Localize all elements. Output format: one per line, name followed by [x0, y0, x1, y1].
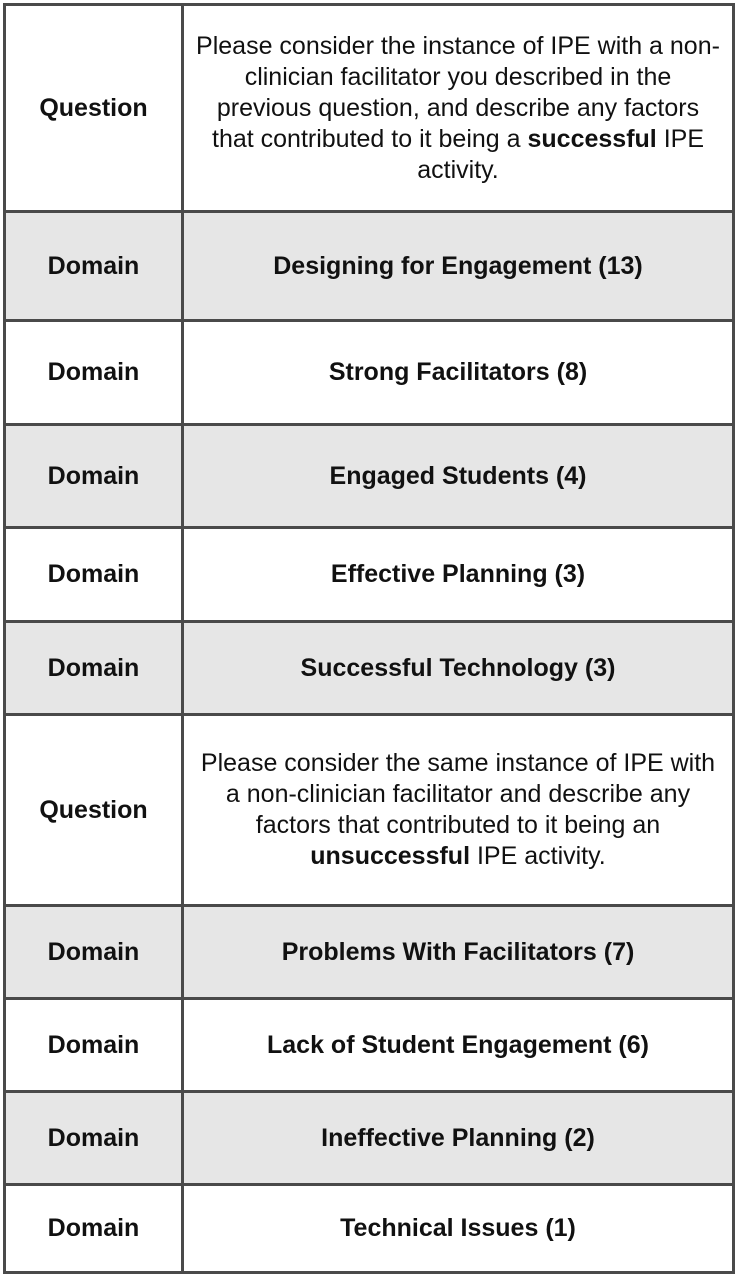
domain-value: Technical Issues (1): [340, 1214, 576, 1242]
row-label: Domain: [6, 623, 184, 713]
table-row: [6, 6, 732, 213]
domain-value: Ineffective Planning (2): [321, 1123, 595, 1152]
question-text-post: IPE activity.: [476, 842, 606, 870]
domain-value: Strong Facilitators (8): [328, 358, 588, 386]
domain-value: Successful Technology (3): [300, 653, 616, 682]
domain-value: Problems With Facilitators (7): [281, 937, 635, 966]
domain-value: Designing for Engagement (13): [273, 251, 643, 280]
question-text-post: IPE activity.: [417, 124, 704, 184]
row-label: Domain: [6, 907, 184, 997]
table-row: [6, 1093, 732, 1186]
row-label: Question: [6, 6, 184, 210]
question-text-pre: Please consider the same instance of IPE with a non-clinician facilitator and describe any factors that contributed to it being an: [200, 749, 716, 839]
row-label: Domain: [6, 1186, 184, 1271]
row-label: Domain: [6, 322, 184, 423]
row-label: Question: [6, 716, 184, 904]
row-label: Domain: [6, 213, 184, 319]
table-row: [6, 322, 732, 426]
row-label: Domain: [6, 529, 184, 620]
question-text-pre: Please consider the instance of IPE with a non-clinician facilitator you described in the previous question, and describe any factors that contributed to it being a: [196, 31, 720, 153]
domain-value: Engaged Students (4): [329, 461, 587, 490]
question-text: [184, 716, 732, 904]
table-row: [6, 907, 732, 1000]
themes-table: [3, 3, 735, 1274]
row-label: Domain: [6, 426, 184, 526]
table-row: [6, 529, 732, 623]
table-row: [6, 426, 732, 529]
question-text-emphasis: unsuccessful: [310, 842, 471, 870]
row-label: Domain: [6, 1000, 184, 1090]
question-text-emphasis: successful: [527, 124, 657, 153]
row-label: Domain: [6, 1093, 184, 1183]
table-row: [6, 1000, 732, 1093]
domain-value: Effective Planning (3): [330, 560, 586, 588]
question-text: [184, 6, 732, 210]
table-row: [6, 1186, 732, 1271]
domain-value: Lack of Student Engagement (6): [267, 1030, 649, 1059]
table-row: [6, 716, 732, 907]
table-row: [6, 213, 732, 322]
table-row: [6, 623, 732, 716]
